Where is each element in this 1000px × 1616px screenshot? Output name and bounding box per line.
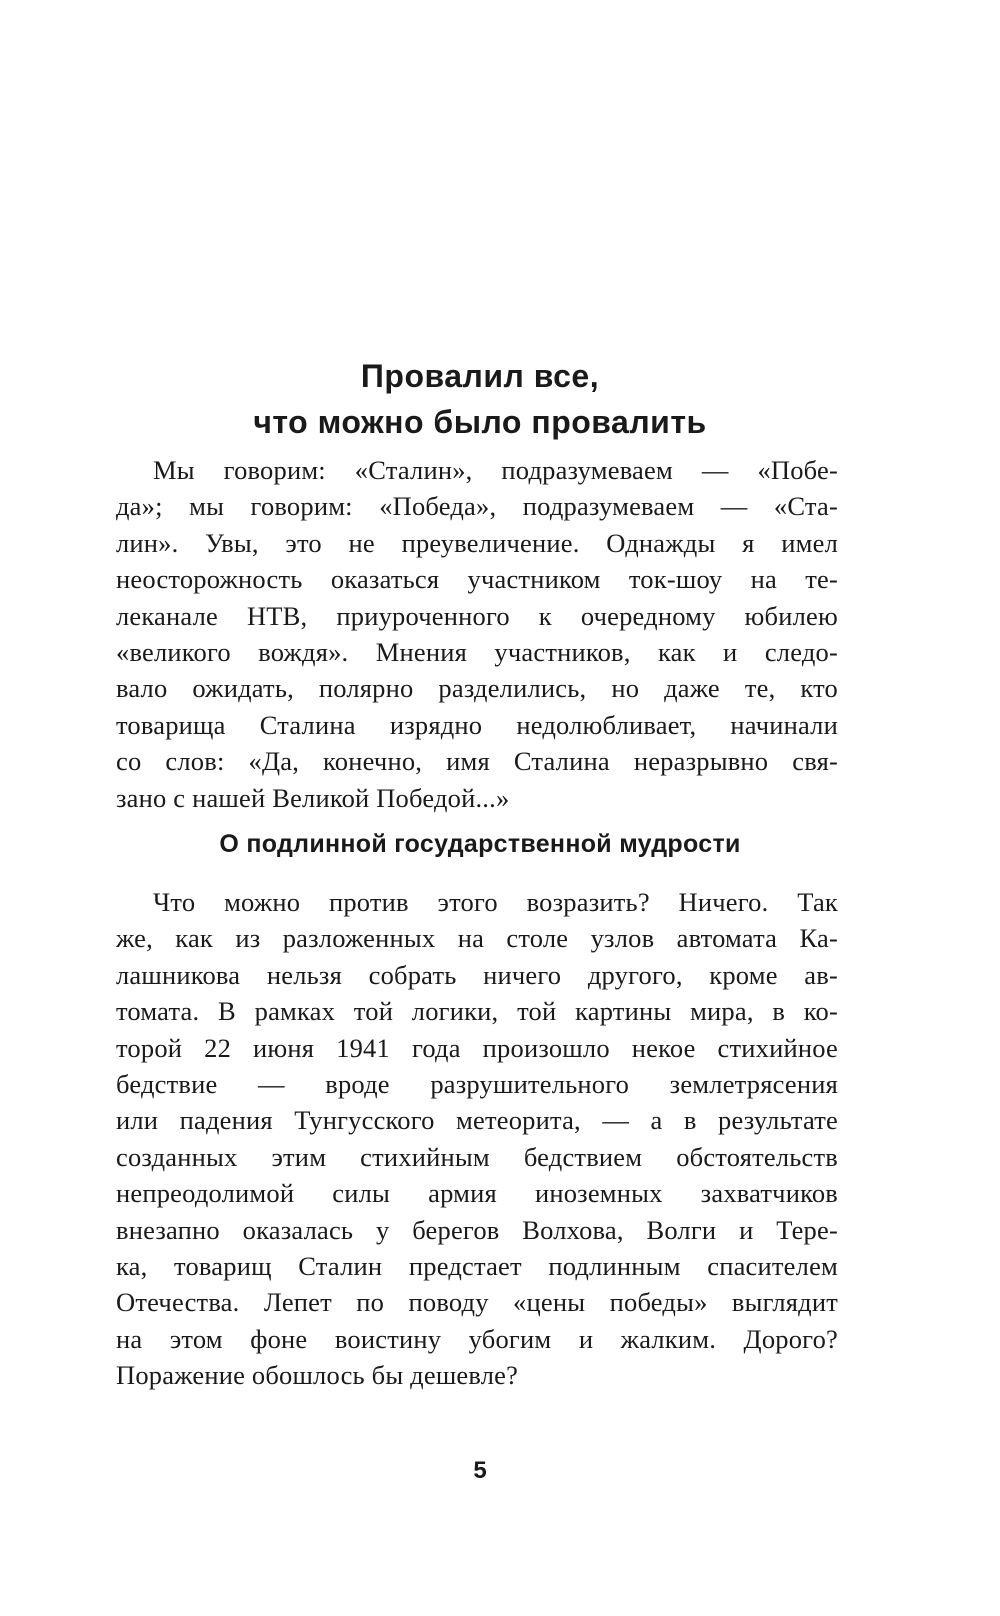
page-number: 5	[473, 1457, 487, 1484]
section-title: О подлинной государственной мудрости	[219, 830, 741, 858]
chapter-title-line-1: Провалил все,	[360, 358, 600, 394]
text-line: товарища Сталина изрядно недолюбливает, начинали	[116, 709, 838, 740]
text-line: созданных этим стихийным бедствием обстоятельств	[116, 1141, 838, 1172]
text-line: «великого вождя». Мнения участников, как и следо-	[116, 637, 838, 668]
text-line: непреодолимой силы армия иноземных захватчиков	[116, 1178, 838, 1209]
text-line: ка, товарищ Сталин предстает подлинным спасителем	[116, 1251, 838, 1282]
text-line: томата. В рамках той логики, той картины мира, в ко-	[116, 996, 838, 1027]
text-line: торой 22 июня 1941 года произошло некое стихийное	[116, 1032, 838, 1063]
paragraph-2	[116, 884, 838, 1394]
text-line: Отечества. Лепет по поводу «цены победы» выглядит	[116, 1287, 838, 1318]
text-line: со слов: «Да, конечно, имя Сталина неразрывно свя-	[116, 746, 838, 777]
text-line: Мы говорим: «Сталин», подразумеваем — «Побе-	[153, 455, 838, 485]
chapter-title	[120, 353, 840, 445]
text-line: неосторожность оказаться участником ток-шоу на те-	[116, 564, 838, 595]
text-line: внезапно оказалась у берегов Волхова, Волги и Тере-	[116, 1214, 838, 1245]
text-line: бедствие — вроде разрушительного землетрясения	[116, 1069, 838, 1100]
text-line: же, как из разложенных на столе узлов автомата Ка-	[116, 923, 838, 954]
text-line: на этом фоне воистину убогим и жалким. Дорого?	[116, 1323, 838, 1354]
text-line: лашникова нельзя собрать ничего другого, кроме ав-	[116, 959, 838, 990]
text-line: да»; мы говорим: «Победа», подразумеваем — «Ста-	[116, 491, 838, 522]
text-line: или падения Тунгусского метеорита, — а в результате	[116, 1105, 838, 1136]
text-line: зано с нашей Великой Победой...»	[116, 782, 510, 813]
paragraph-1	[116, 452, 838, 816]
text-line: лин». Увы, это не преувеличение. Однажды я имел	[116, 527, 838, 558]
text-line: леканале НТВ, приуроченного к очередному юбилею	[116, 600, 838, 631]
text-line: Поражение обошлось бы дешевле?	[116, 1360, 519, 1391]
text-line: вало ожидать, полярно разделились, но даже те, кто	[116, 673, 838, 704]
chapter-title-line-2: что можно было провалить	[253, 404, 707, 440]
text-line: Что можно против этого возразить? Ничего. Так	[153, 887, 838, 917]
